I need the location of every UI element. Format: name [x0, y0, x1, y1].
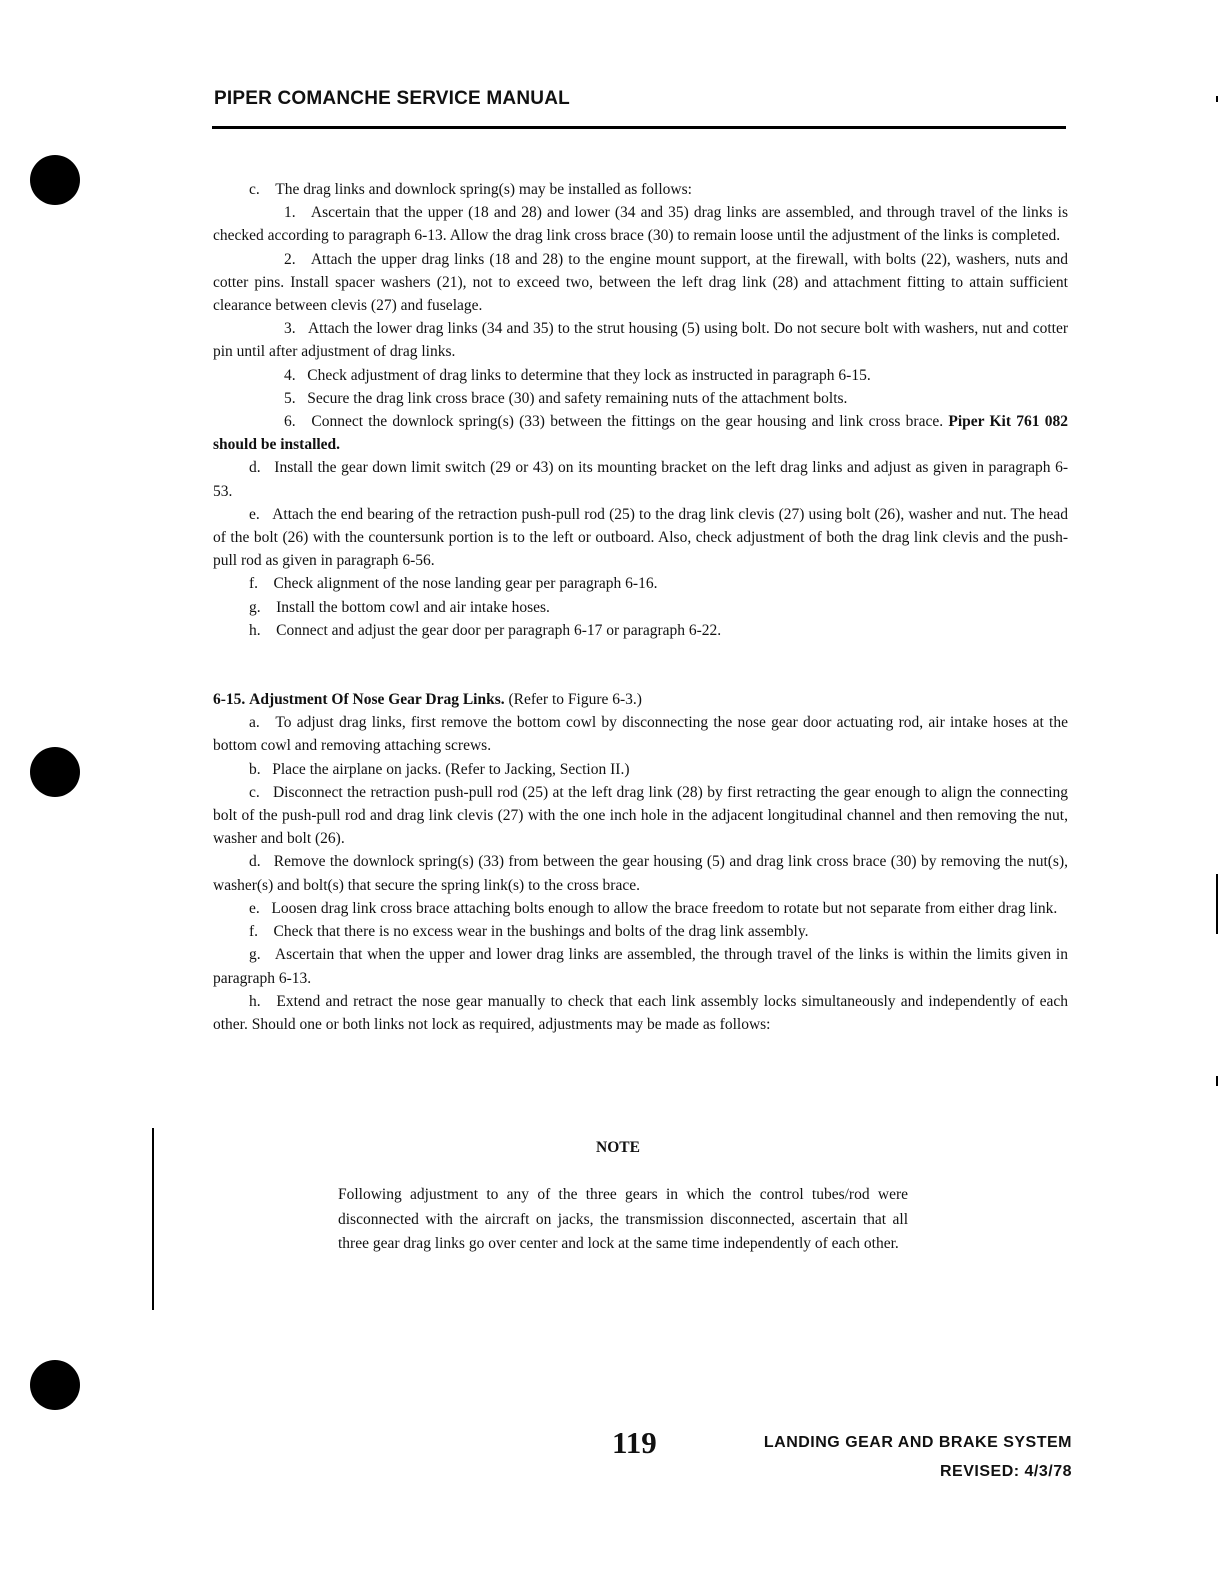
revision-change-bar: [152, 1128, 154, 1310]
step-h: h. Connect and adjust the gear door per paragraph 6-17 or paragraph 6-22.: [249, 621, 722, 639]
section-heading: [213, 688, 1068, 711]
section-number: 6-15.: [213, 691, 246, 709]
section-step-f: f. Check that there is no excess wear in the bushings and bolts of the drag link assembly.: [249, 923, 809, 941]
step-c-6: [213, 410, 1068, 456]
section-step-e: e. Loosen drag link cross brace attaching bolts enough to allow the brace freedom to rotate but not separate from either drag link.: [249, 899, 1058, 917]
binder-hole-top: [30, 155, 80, 205]
manual-title: PIPER COMANCHE SERVICE MANUAL: [214, 88, 570, 109]
header-rule: [212, 126, 1066, 129]
step-f: f. Check alignment of the nose landing gear per paragraph 6-16.: [249, 575, 658, 593]
page-number: 119: [612, 1425, 657, 1460]
binder-hole-middle: [30, 747, 80, 797]
section-step-a: a. To adjust drag links, first remove the bottom cowl by disconnecting the nose gear door actuating rod, air intake hoses at the bottom cowl and removing attaching screws.: [213, 714, 1068, 755]
step-c: c. The drag links and downlock spring(s) may be installed as follows:: [249, 181, 692, 198]
step-e: e. Attach the end bearing of the retraction push-pull rod (25) to the drag link clevis (27) using bolt (26), washer and nut. The head of the bolt (26) with the countersunk portion is to the left or outboard. Also, check adjustment of both the drag link clevis and the push-pull rod as given in paragraph 6-56.: [213, 505, 1068, 570]
section-figure-ref: (Refer to Figure 6-3.): [508, 691, 642, 709]
footer-revised: REVISED: 4/3/78: [940, 1463, 1072, 1480]
scan-mark: [1216, 874, 1218, 934]
scan-mark: [1216, 96, 1218, 102]
section-step-h: h. Extend and retract the nose gear manually to check that each link assembly locks simultaneously and independently of each other. Should one or both links not lock as required, adjustments may be made as follows:: [213, 992, 1068, 1033]
step-c-6-text: 6. Connect the downlock spring(s) (33) between the fittings on the gear housing and link cross brace.: [284, 413, 944, 431]
kit-note: Piper Kit 761 082 should be installed.: [213, 413, 1068, 454]
section-title: Adjustment Of Nose Gear Drag Links.: [249, 691, 505, 709]
step-c-2: 2. Attach the upper drag links (18 and 28) to the engine mount support, at the firewall, with bolts (22), washers, nuts and cotter pins. Install spacer washers (21), not to exceed two, between the left drag link (28) and attachment fitting to attain sufficient clearance between clevis (27) and fuselage.: [213, 250, 1068, 315]
section-step-g: g. Ascertain that when the upper and lower drag links are assembled, the through travel of the links is within the limits given in paragraph 6-13.: [213, 946, 1068, 987]
step-g: g. Install the bottom cowl and air intake hoses.: [249, 598, 550, 616]
step-c-5: 5. Secure the drag link cross brace (30) and safety remaining nuts of the attachment bolts.: [284, 389, 848, 407]
section-step-c: c. Disconnect the retraction push-pull rod (25) at the left drag link (28) by first retracting the gear enough to align the connecting bolt of the push-pull rod and drag link clevis (27) with the one inch hole in the adjacent longitudinal channel and then removing the nut, washer and bolt (26).: [213, 783, 1068, 848]
binder-hole-bottom: [30, 1360, 80, 1410]
document-body: [213, 178, 1068, 1036]
step-c-3: 3. Attach the lower drag links (34 and 35) to the strut housing (5) using bolt. Do not secure bolt with washers, nut and cotter pin until after adjustment of drag links.: [213, 320, 1068, 361]
scan-mark: [1216, 1076, 1218, 1086]
section-step-d: d. Remove the downlock spring(s) (33) from between the gear housing (5) and drag link cross brace (30) by removing the nut(s), washer(s) and bolt(s) that secure the spring link(s) to the cross brace.: [213, 853, 1068, 894]
step-c-1: 1. Ascertain that the upper (18 and 28) and lower (34 and 35) drag links are assembled, and through travel of the links is checked according to paragraph 6-13. Allow the drag link cross brace (30) to remain loose until the adjustment of the links is completed.: [213, 204, 1068, 245]
footer: [764, 1428, 1072, 1486]
note-title: NOTE: [596, 1139, 640, 1156]
step-c-4: 4. Check adjustment of drag links to determine that they lock as instructed in paragraph 6-15.: [284, 366, 871, 384]
section-step-b: b. Place the airplane on jacks. (Refer to Jacking, Section II.): [249, 760, 630, 778]
step-d: d. Install the gear down limit switch (29 or 43) on its mounting bracket on the left drag links and adjust as given in paragraph 6-53.: [213, 459, 1068, 500]
footer-chapter: LANDING GEAR AND BRAKE SYSTEM: [763, 1434, 1072, 1451]
note-text: Following adjustment to any of the three gears in which the control tubes/rod were disconnected with the aircraft on jacks, the transmission disconnected, ascertain that all three gear drag links go over center and lock at the same time independently of each other.: [338, 1186, 908, 1252]
